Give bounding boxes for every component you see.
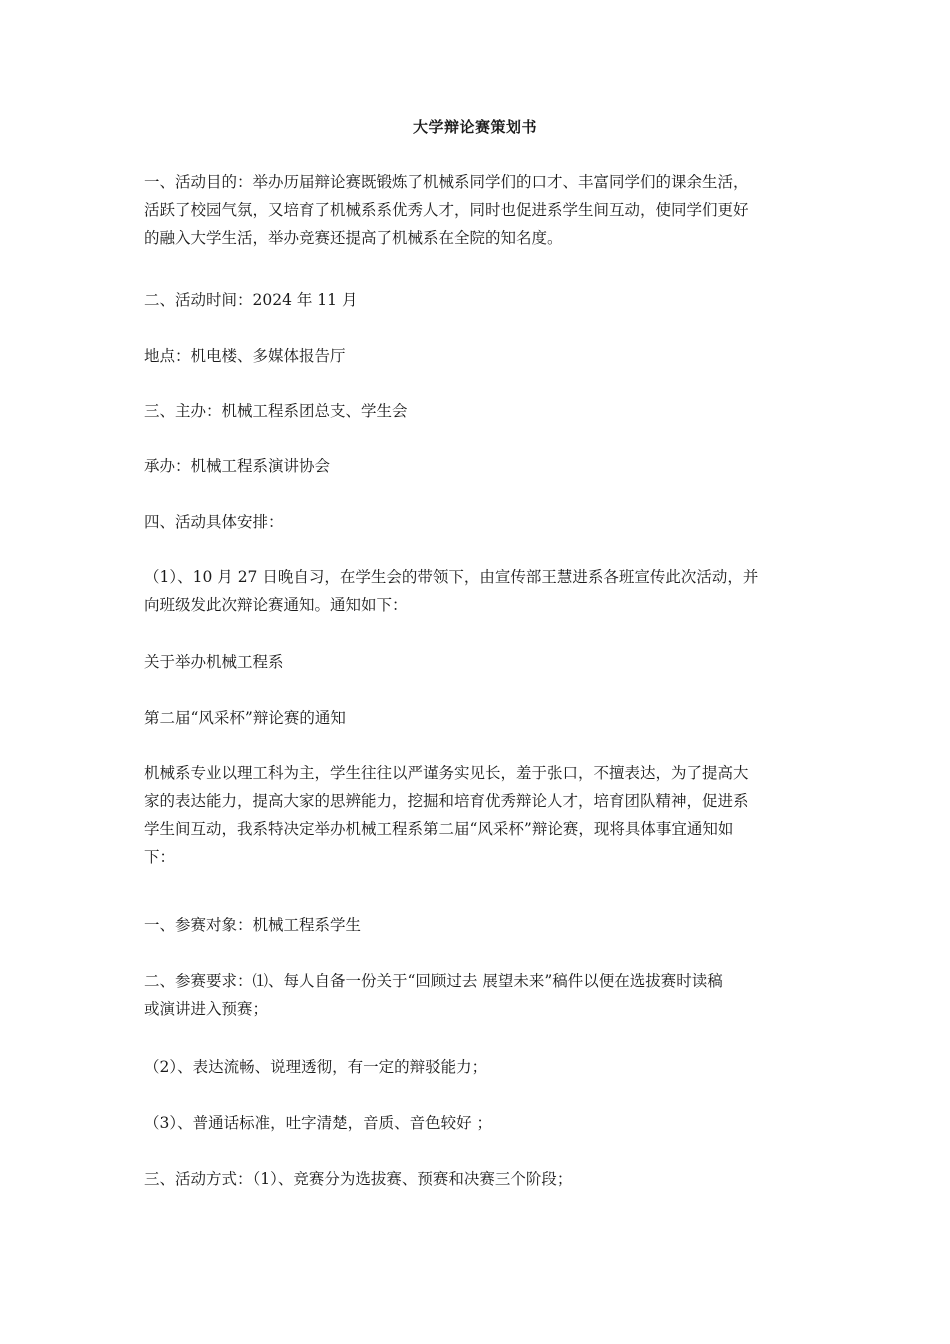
paragraph-requirement-2 xyxy=(144,1053,804,1081)
text-line: 一、活动目的：举办历届辩论赛既锻炼了机械系同学们的口才、丰富同学们的课余生活， xyxy=(144,173,749,191)
text-line: 学生间互动，我系特决定举办机械工程系第二届“风采杯”辩论赛，现将具体事宜通知如 xyxy=(144,820,734,838)
paragraph-arrangement-heading xyxy=(144,508,804,536)
text-line: 承办：机械工程系演讲协会 xyxy=(144,457,331,475)
text-line: 地点：机电楼、多媒体报告厅 xyxy=(144,347,346,365)
text-line: 第二届“风采杯”辩论赛的通知 xyxy=(144,709,346,727)
text-line: 三、主办：机械工程系团总支、学生会 xyxy=(144,402,408,420)
text-line: 一、参赛对象：机械工程系学生 xyxy=(144,916,362,934)
paragraph-participants xyxy=(144,911,804,939)
paragraph-activity-time xyxy=(144,286,804,314)
text-line: 的融入大学生活，举办竞赛还提高了机械系在全院的知名度。 xyxy=(144,229,563,247)
paragraph-location xyxy=(144,342,804,370)
text-line: 家的表达能力，提高大家的思辨能力，挖掘和培育优秀辩论人才，培育团队精神，促进系 xyxy=(144,792,749,810)
text-line: 二、活动时间：2024 年 11 月 xyxy=(144,291,358,309)
paragraph-organizer xyxy=(144,452,804,480)
paragraph-notice-heading-2 xyxy=(144,704,804,732)
text-line: 二、参赛要求：⑴、每人自备一份关于“回顾过去 展望未来”稿件以便在选拔赛时读稿 xyxy=(144,972,723,990)
paragraph-activity-purpose xyxy=(144,168,804,252)
text-line: （3）、普通话标准，吐字清楚，音质、音色较好 ； xyxy=(144,1114,493,1132)
text-line: （1）、10 月 27 日晚自习，在学生会的带领下，由宣传部王慧进系各班宣传此次活动，并 xyxy=(144,568,759,586)
text-line: 下： xyxy=(144,848,176,866)
text-line: 向班级发此次辩论赛通知。通知如下： xyxy=(144,596,408,614)
paragraph-notice-body xyxy=(144,759,804,871)
text-line: 机械系专业以理工科为主，学生往往以严谨务实见长，羞于张口，不擅表达，为了提高大 xyxy=(144,764,749,782)
text-line: 四、活动具体安排： xyxy=(144,513,284,531)
paragraph-requirements xyxy=(144,967,804,1023)
paragraph-host xyxy=(144,397,804,425)
text-line: 三、活动方式：（1）、竞赛分为选拔赛、预赛和决赛三个阶段； xyxy=(144,1170,573,1188)
text-line: 活跃了校园气氛，又培育了机械系系优秀人才，同时也促进系学生间互动，使同学们更好 xyxy=(144,201,749,219)
text-line: 关于举办机械工程系 xyxy=(144,653,284,671)
paragraph-notice-heading-1 xyxy=(144,648,804,676)
text-line: 或演讲进入预赛； xyxy=(144,1000,269,1018)
paragraph-arrangement-1 xyxy=(144,563,804,619)
document-title: 大学辩论赛策划书 xyxy=(412,118,537,136)
paragraph-requirement-3 xyxy=(144,1109,804,1137)
paragraph-activity-method xyxy=(144,1165,804,1193)
text-line: （2）、表达流畅、说理透彻，有一定的辩驳能力； xyxy=(144,1058,488,1076)
